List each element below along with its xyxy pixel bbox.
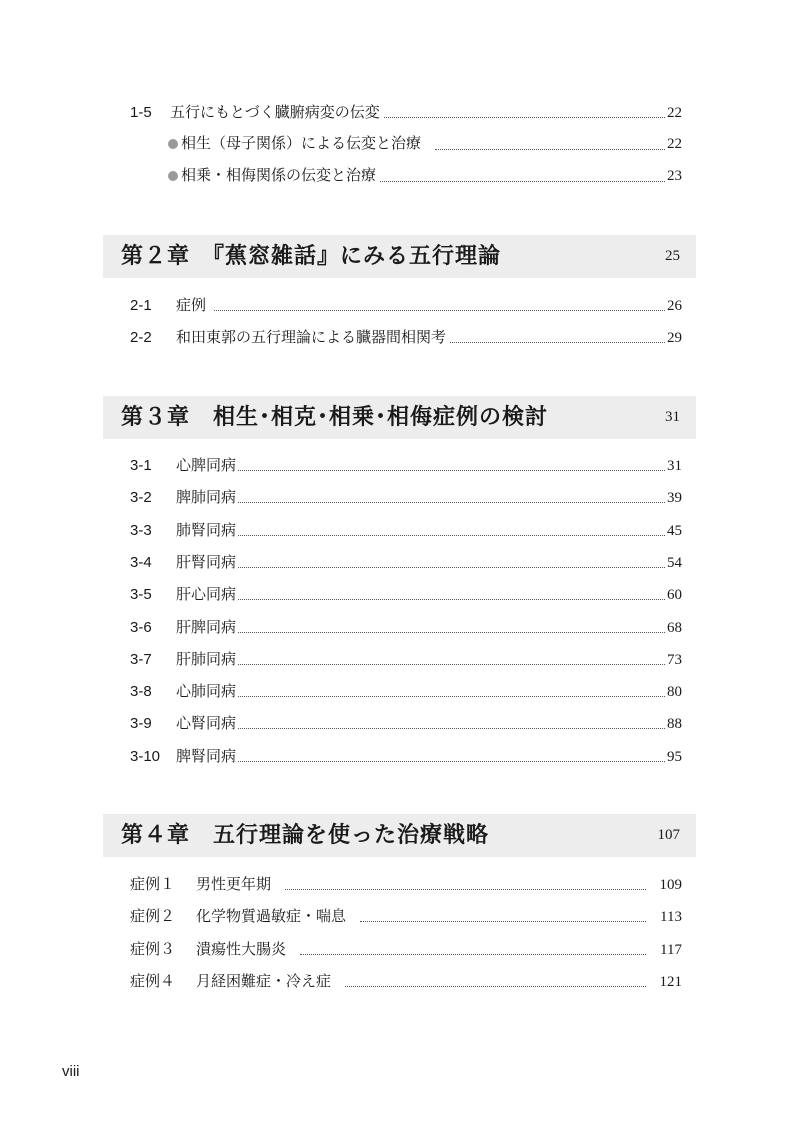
entry-title: 心脾同病 — [176, 456, 237, 474]
toc-entry[interactable] — [130, 937, 682, 961]
toc-entry[interactable] — [130, 969, 682, 993]
entry-number: 3-9 — [130, 715, 152, 733]
toc-entry[interactable] — [130, 293, 682, 317]
entry-title: 肝脾同病 — [176, 617, 237, 636]
toc-entry[interactable] — [130, 647, 682, 671]
entry-title: 肺腎同病 — [176, 520, 237, 539]
dot-leader — [238, 535, 665, 536]
entry-title: 和田東郭の五行理論による臓器間相関考 — [176, 328, 447, 346]
entry-page: 117 — [660, 941, 682, 958]
toc-entry[interactable] — [130, 550, 682, 574]
entry-number: 3-2 — [130, 489, 152, 507]
toc-entry[interactable] — [130, 872, 682, 896]
dot-leader — [345, 986, 645, 987]
dot-leader — [238, 632, 665, 633]
entry-title: 化学物質過敏症・喘息 — [196, 907, 347, 926]
entry-title: 肝肺同病 — [176, 649, 237, 668]
toc-entry[interactable] — [130, 100, 682, 124]
entry-number: 2-2 — [130, 329, 152, 346]
dot-leader — [238, 567, 665, 568]
entry-page: 26 — [667, 298, 682, 314]
entry-page: 45 — [667, 522, 682, 539]
dot-leader — [238, 502, 665, 503]
dot-leader — [238, 599, 665, 600]
entry-title: 月経困難症・冷え症 — [196, 971, 332, 990]
subentry-title: 相乗・相侮関係の伝変と治療 — [181, 168, 377, 184]
bullet-icon — [168, 171, 178, 181]
entry-number: 症例２ — [130, 908, 176, 926]
chapter-page: 25 — [665, 248, 680, 264]
dot-leader — [450, 342, 665, 343]
dot-leader — [238, 696, 665, 697]
entry-title: 五行にもとづく臓腑病変の伝変 — [170, 103, 380, 121]
dot-leader — [380, 181, 665, 182]
dot-leader — [214, 310, 665, 311]
toc-entry[interactable] — [130, 518, 682, 542]
entry-page: 39 — [667, 490, 682, 507]
toc-entry[interactable] — [130, 582, 682, 606]
dot-leader — [285, 889, 645, 890]
dot-leader — [360, 921, 646, 922]
bullet-icon — [168, 139, 178, 149]
dot-leader — [384, 117, 665, 118]
toc-entry[interactable] — [130, 485, 682, 509]
entry-title: 症例 — [176, 296, 207, 314]
entry-page: 29 — [667, 330, 682, 346]
entry-page: 109 — [659, 877, 682, 893]
entry-number: 3-6 — [130, 618, 152, 636]
entry-number: 3-5 — [130, 586, 152, 604]
dot-leader — [238, 761, 665, 762]
entry-title: 男性更年期 — [196, 875, 272, 893]
entry-page: 121 — [659, 973, 682, 990]
toc-entry[interactable] — [130, 679, 682, 703]
chapter-title: 第２章 『蕉窓雑話』にみる五行理論 — [121, 244, 502, 269]
subentry-page: 23 — [667, 168, 682, 184]
toc-entry[interactable] — [130, 453, 682, 477]
entry-number: 症例１ — [130, 876, 176, 893]
chapter-heading-4[interactable] — [103, 814, 696, 857]
chapter-title: 第４章 五行理論を使った治療戦略 — [121, 823, 490, 848]
entry-page: 54 — [667, 554, 682, 571]
dot-leader — [300, 954, 646, 955]
chapter-heading-2[interactable] — [103, 235, 696, 278]
page-folio: viii — [62, 1063, 80, 1080]
toc-entry[interactable] — [130, 615, 682, 639]
toc-entry[interactable] — [130, 744, 682, 768]
toc-entry[interactable] — [130, 711, 682, 735]
entry-number: 2-1 — [130, 297, 152, 314]
dot-leader — [238, 728, 665, 729]
entry-page: 113 — [660, 909, 682, 926]
toc-entry[interactable] — [130, 325, 682, 349]
dot-leader — [238, 664, 665, 665]
chapter-heading-3[interactable] — [103, 396, 696, 439]
toc-subentry[interactable] — [168, 164, 682, 188]
entry-page: 88 — [667, 716, 682, 733]
chapter-page: 107 — [657, 827, 680, 843]
entry-number: 3-4 — [130, 553, 152, 571]
entry-title: 脾腎同病 — [176, 746, 237, 765]
chapter-title: 第３章 相生･相克･相乗･相侮症例の検討 — [121, 405, 549, 430]
entry-page: 22 — [667, 105, 682, 121]
entry-page: 68 — [667, 619, 682, 636]
entry-page: 95 — [667, 748, 682, 765]
toc-entry[interactable] — [130, 904, 682, 928]
dot-leader — [435, 149, 665, 150]
entry-title: 肝心同病 — [176, 585, 237, 604]
entry-page: 73 — [667, 651, 682, 668]
entry-number: 症例４ — [130, 972, 176, 990]
entry-title: 心腎同病 — [176, 714, 237, 733]
entry-number: 3-1 — [130, 457, 152, 474]
entry-title: 心肺同病 — [176, 682, 237, 701]
entry-number: 症例３ — [130, 940, 176, 958]
dot-leader — [238, 470, 665, 471]
toc-subentry[interactable] — [168, 132, 682, 156]
entry-title: 潰瘍性大腸炎 — [196, 939, 287, 958]
subentry-page: 22 — [667, 136, 682, 152]
entry-page: 60 — [667, 587, 682, 604]
entry-page: 31 — [667, 458, 682, 474]
chapter-page: 31 — [665, 409, 680, 425]
entry-number: 3-7 — [130, 650, 152, 668]
entry-title: 肝腎同病 — [176, 552, 237, 571]
entry-number: 3-10 — [130, 747, 161, 765]
entry-title: 脾肺同病 — [176, 488, 237, 507]
entry-page: 80 — [667, 684, 682, 701]
subentry-title: 相生（母子関係）による伝変と治療 — [181, 136, 422, 152]
entry-number: 1-5 — [130, 104, 152, 121]
entry-number: 3-3 — [130, 521, 152, 539]
entry-number: 3-8 — [130, 683, 152, 701]
